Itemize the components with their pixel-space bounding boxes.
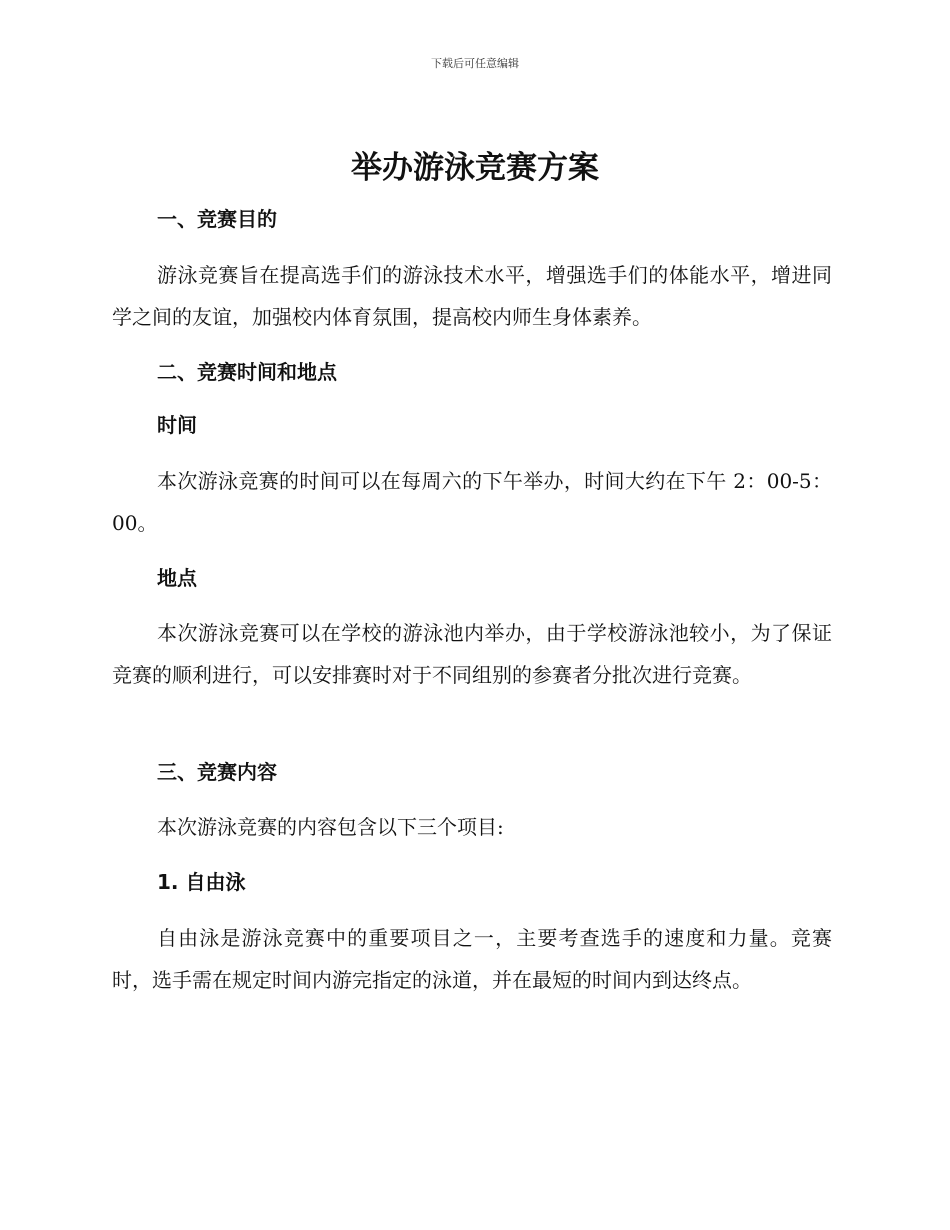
section-heading-time-place: 二、竞赛时间和地点 — [157, 360, 337, 384]
paragraph-purpose: 游泳竞赛旨在提高选手们的游泳技术水平，增强选手们的体能水平，增进同学之间的友谊，加强校内体育氛围，提高校内师生身体素养。 — [112, 263, 832, 329]
section-heading-content: 三、竞赛内容 — [157, 760, 277, 784]
page-header-note: 下载后可任意编辑 — [431, 57, 519, 70]
paragraph-freestyle: 自由泳是游泳竞赛中的重要项目之一，主要考查选手的速度和力量。竞赛时，选手需在规定时间内游完指定的泳道，并在最短的时间内到达终点。 — [112, 926, 832, 992]
document-title: 举办游泳竞赛方案 — [351, 150, 599, 186]
paragraph-time: 本次游泳竞赛的时间可以在每周六的下午举办，时间大约在下午 2：00-5：00。 — [112, 469, 832, 535]
paragraph-content-intro: 本次游泳竞赛的内容包含以下三个项目: — [157, 815, 504, 839]
subheading-place: 地点 — [157, 566, 197, 590]
section-heading-purpose: 一、竞赛目的 — [157, 207, 277, 231]
paragraph-place: 本次游泳竞赛可以在学校的游泳池内举办，由于学校游泳池较小，为了保证竞赛的顺利进行，可以安排赛时对于不同组别的参赛者分批次进行竞赛。 — [112, 621, 832, 687]
subheading-freestyle: 1. 自由泳 — [157, 870, 246, 894]
subheading-time: 时间 — [157, 413, 197, 437]
